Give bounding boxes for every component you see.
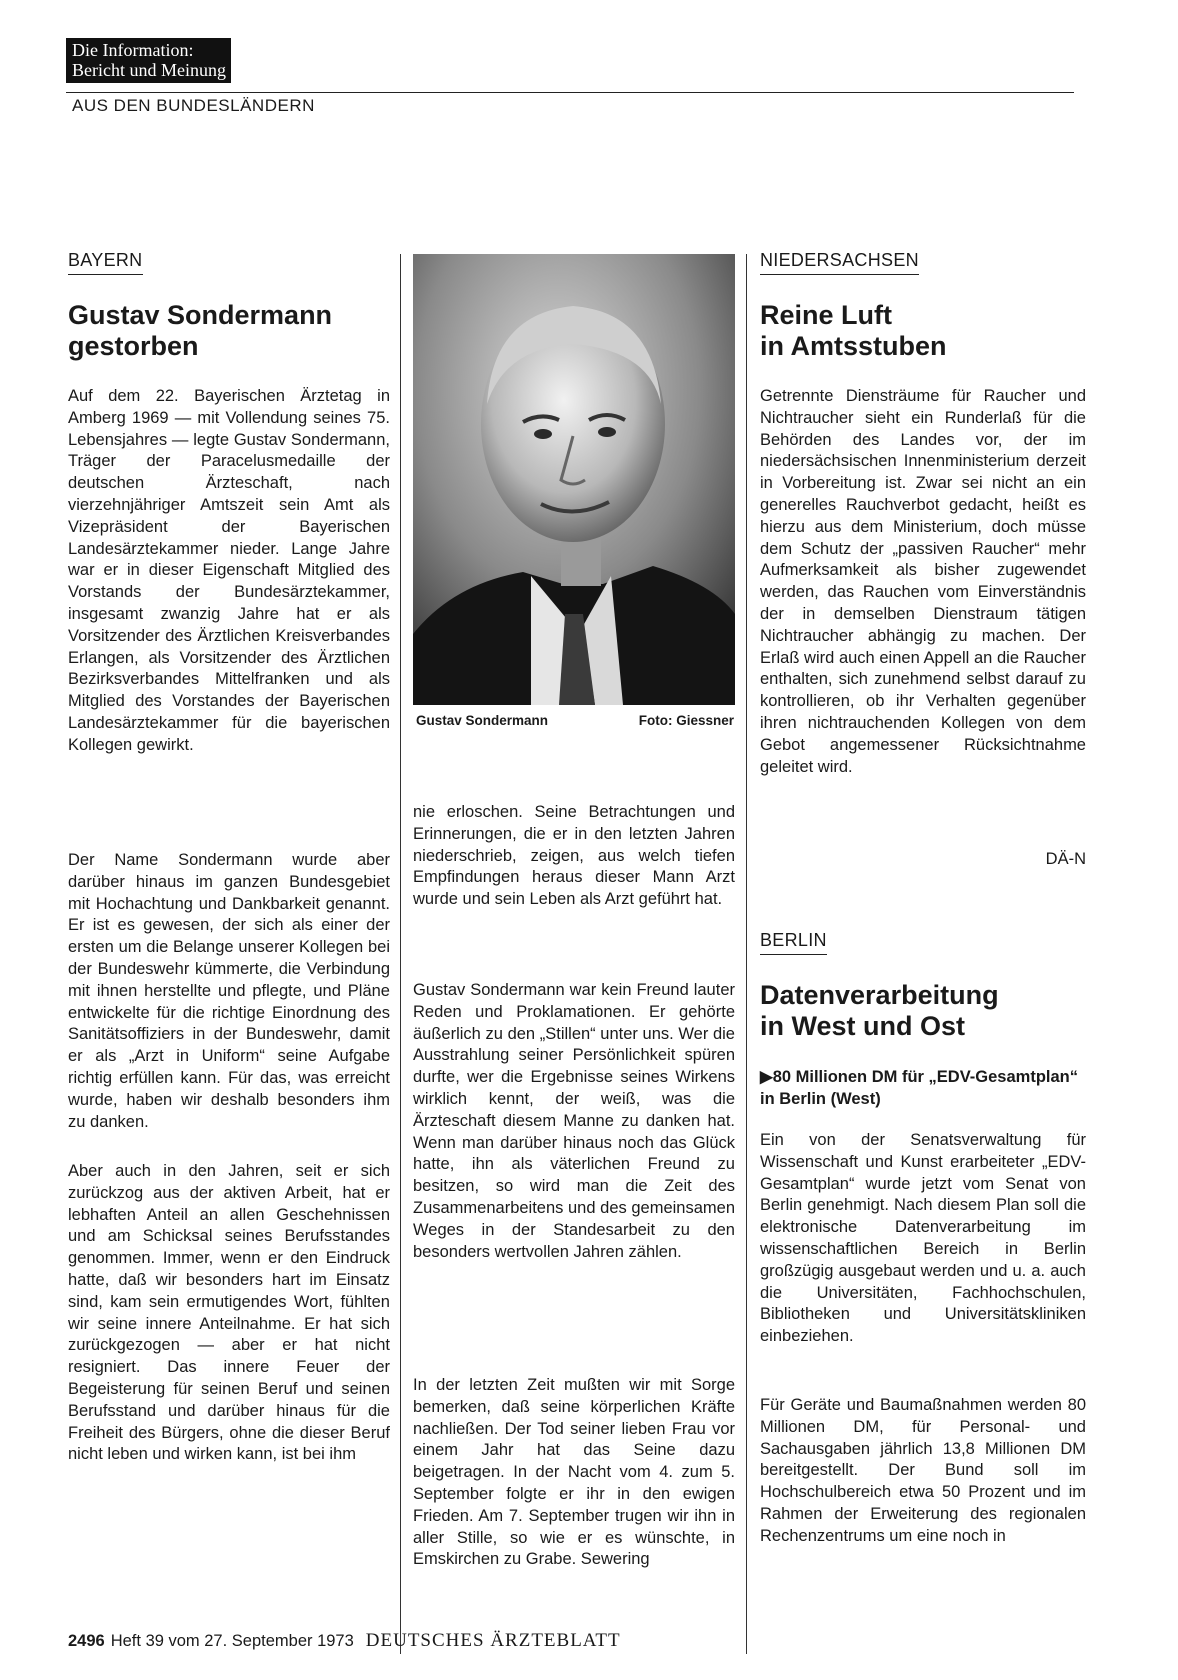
column-divider-2	[746, 254, 747, 1654]
headline-berlin-line1: Datenverarbeitung	[760, 980, 999, 1010]
headline-berlin	[760, 980, 1086, 1042]
paragraph-niedersachsen: Getrennte Diensträume für Raucher und Nichtraucher sieht ein Runderlaß für die Behörden des Landes vor, der im niedersächsischen Innenministerium derzeit in Vorbereitung ist. Zwar sei nicht an ein generelles Rauchverbot gedacht, heißt es hierzu aus dem Ministerium, doch müsse dem Schutz der „passiven Raucher“ mehr Aufmerksamkeit als bisher zugewendet werden, das Rauchen vom Einverständnis der in demselben Dienstraum tätigen Nichtraucher abhängig zu machen. Der Erlaß wird auch einen Appell an die Raucher enthalten, sich zunehmend selbst darauf zu kontrollieren, ob ihr Verhalten gegenüber ihren nichtrauchenden Kollegen von dem Gebot angemessener Rücksichtnahme geleitet wird.	[760, 387, 1086, 776]
headline-bayern	[68, 300, 390, 362]
paragraph-bayern-1: Auf dem 22. Bayerischen Ärztetag in Amberg 1969 — mit Vollendung seines 75. Lebensjahres — legte Gustav Sondermann, Träger der Paracelusmedaille der deutschen Ärzteschaft, nach vierzehnjähriger Amtszeit sein Amt als Vizepräsident der Bayerischen Landesärztekammer nieder. Lange Jahre war er in dieser Eigenschaft Mitglied des Vorstands der Bundesärztekammer, insgesamt zwanzig Jahre hat er als Vorsitzender des Ärztlichen Kreisverbandes Erlangen, als Vorsitzender des Ärztlichen Bezirksverbandes Mittelfranken und als Mitglied des Vorstandes der Bayerischen Landesärztekammer für die bayerischen Kollegen gewirkt.	[68, 387, 390, 754]
signature-niedersachsen: DÄ-N	[1045, 850, 1086, 868]
masthead-line-1: Die Information:	[72, 40, 194, 60]
paragraph-bayern-4: nie erloschen. Seine Betrachtungen und Erinnerungen, die er in den letzten Jahren niederschrieb, zeigen, aus welch tiefen Empfindungen heraus dieser Mann Arzt wurde und sein Leben als Arzt geführt hat.	[413, 803, 735, 909]
paragraph-bayern-6: In der letzten Zeit mußten wir mit Sorge bemerken, daß seine körperlichen Kräfte nachließen. Der Tod seiner lieben Frau vor einem Jahr hat das Seine dazu beigetragen. In der Nacht vom 4. zum 5. September folgte er ihr in den ewigen Frieden. Am 7. September trugen wir ihn in aller Stille, so wie er es wünschte, in Emskirchen zu Grabe. Sewering	[413, 1376, 735, 1569]
masthead-label	[66, 38, 231, 83]
region-label-niedersachsen: NIEDERSACHSEN	[760, 250, 919, 275]
paragraph-berlin-2: Für Geräte und Baumaßnahmen werden 80 Millionen DM, für Personal- und Sachausgaben jährlich 13,8 Millionen DM bereitgestellt. Der Bund soll im Hochschulbereich etwa 50 Prozent und im Rahmen der Erweiterung des regionalen Rechenzentrums um eine noch in	[760, 1396, 1086, 1545]
headline-bayern-line2: gestorben	[68, 331, 199, 361]
headline-niedersachsen	[760, 300, 1086, 362]
paragraph-bayern-2: Der Name Sondermann wurde aber darüber hinaus im ganzen Bundesgebiet mit Hochachtung und Dankbarkeit genannt. Er ist es gewesen, der sich als einer der ersten um die Belange unserer Kollegen bei der Bundeswehr kümmerte, die Verbindung mit ihnen herstellte und pflegte, und Pläne entwickelte für die richtige Einordnung des Sanitätsoffiziers in der Bundeswehr, damit er als „Arzt in Uniform“ seine Aufgabe richtig erfüllen kann. Für das, was erreicht wurde, haben wir deshalb besonders ihm zu danken.	[68, 851, 390, 1131]
paragraph-bayern-3: Aber auch in den Jahren, seit er sich zurückzog aus der aktiven Arbeit, hat er lebhaften Anteil an allen Geschehnissen und am Schicksal seines Berufsstandes genommen. Immer, wenn er den Eindruck hatte, daß wir besonders hart im Einsatz sind, kam sein ermutigendes Wort, fühlten wir seine innere Anteilnahme. Er hat sich zurückgezogen — aber er hat nicht resigniert. Das innere Feuer der Begeisterung für seinen Beruf und seinen Berufsstand und darüber hinaus für die Freiheit des Bürgers, ohne die dieser Beruf nicht leben und wirken kann, ist bei ihm	[68, 1162, 390, 1464]
region-label-bayern: BAYERN	[68, 250, 143, 275]
headline-niedersachsen-line1: Reine Luft	[760, 300, 892, 330]
headline-bayern-line1: Gustav Sondermann	[68, 300, 333, 330]
headline-berlin-line2: in West und Ost	[760, 1011, 966, 1041]
portrait-photo	[413, 254, 735, 705]
paragraph-bayern-5: Gustav Sondermann war kein Freund lauter Reden und Proklamationen. Er gehörte äußerlich zu den „Stillen“ unter uns. Wer die Ausstrahlung seiner Persönlichkeit spüren durfte, wer die Ergebnisse seines Wirkens wirklich kennt, der weiß, was die Ärzteschaft diesem Manne zu danken hat. Wenn man darüber hinaus noch das Glück hatte, ihn als väterlichen Freund zu besitzen, so wird man die Zeit des Zusammenarbeitens und des gemeinsamen Weges in der Standesarbeit zu den besonders wertvollen Jahren zählen.	[413, 981, 735, 1261]
page-number: 2496	[68, 1632, 105, 1650]
subhead-berlin: ▶80 Millionen DM für „EDV-Gesamtplan“ in Berlin (West)	[760, 1068, 1078, 1108]
top-divider	[66, 92, 1074, 93]
masthead-line-2: Bericht und Meinung	[72, 60, 226, 80]
photo-caption-name: Gustav Sondermann	[416, 713, 549, 728]
photo-caption-credit: Foto: Giessner	[638, 713, 734, 728]
journal-name: DEUTSCHES ÄRZTEBLATT	[365, 1630, 621, 1651]
section-title: AUS DEN BUNDESLÄNDERN	[72, 96, 315, 115]
photo-caption	[416, 713, 734, 728]
portrait-illustration	[413, 254, 735, 705]
issue-info: Heft 39 vom 27. September 1973	[110, 1632, 354, 1650]
headline-niedersachsen-line2: in Amtsstuben	[760, 331, 947, 361]
column-divider-1	[400, 254, 401, 1654]
region-label-berlin: BERLIN	[760, 930, 827, 955]
page-footer	[68, 1630, 621, 1652]
paragraph-berlin-1: Ein von der Senatsverwaltung für Wissenschaft und Kunst erarbeiteter „EDV-Gesamtplan“ wurde jetzt vom Senat von Berlin genehmigt. Nach diesem Plan soll die elektronische Datenverarbeitung im wissenschaftlichen Bereich in Berlin großzügig ausgebaut werden und u. a. auch die Universitäten, Fachhochschulen, Bibliotheken und Universitätskliniken einbeziehen.	[760, 1131, 1086, 1346]
